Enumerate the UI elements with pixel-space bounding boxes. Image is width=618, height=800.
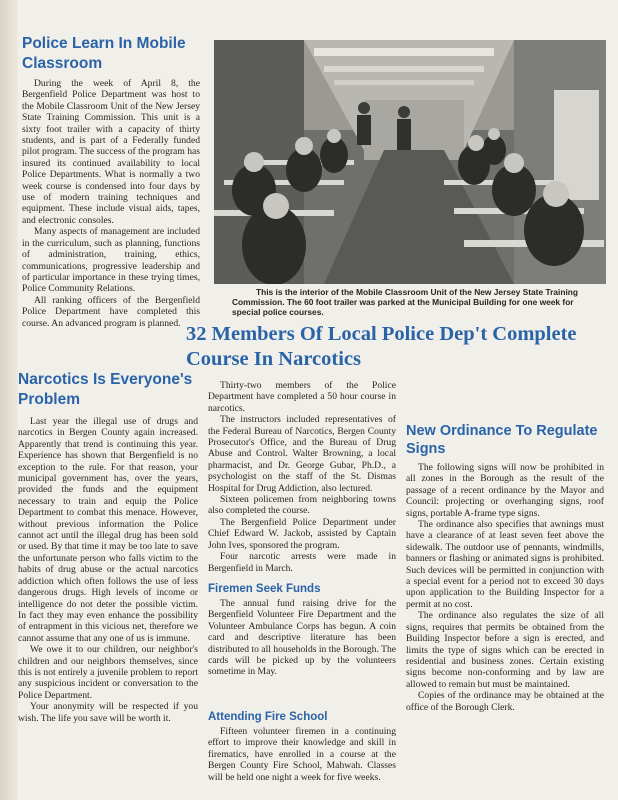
- paper-edge-shadow: [0, 0, 18, 800]
- paragraph: We owe it to our children, our neighbor's children and our neighbors themselves, since this is not entirely a juvenile problem to report any suspicious incident or conversation to the Police Department.: [18, 644, 198, 701]
- paragraph: Copies of the ordinance may be obtained at the office of the Borough Clerk.: [406, 690, 604, 713]
- paragraph: Many aspects of management are included in the curriculum, such as planning, functions of administration, training, ethics, communications, progressive leadership and of particular importance in these trying times, Police Community Relations.: [22, 226, 200, 295]
- article-narcotics-course-body: [208, 380, 396, 574]
- article-sign-ordinance-body: [406, 462, 604, 713]
- headline-fire-school: Attending Fire School: [208, 711, 328, 723]
- headline-narcotics-course: 32 Members Of Local Police Dep't Complete Course In Narcotics: [186, 323, 577, 370]
- article-fire-school-body: [208, 726, 396, 784]
- headline-mobile-classroom: Police Learn In Mobile Classroom: [22, 35, 186, 72]
- article-mobile-classroom-body: [22, 78, 200, 329]
- paragraph: During the week of April 8, the Bergenfield Police Department was host to the Mobile Classroom Unit of the New Jersey State Training Commission. This unit is a sixty foot trailer with a capacity of thirty students, and is part of a Federally funded pilot program. The success of the program has insured its continued availability to local Police Departments. What is normally a two week course is condensed into four days by use of modern training techniques and equipment. These include visual aids, tapes, and electronic consoles.: [22, 78, 200, 226]
- classroom-photo-image: [214, 40, 606, 284]
- article-firemen-funds-body: [208, 598, 396, 678]
- paragraph: The instructors included representatives of the Federal Bureau of Narcotics, Bergen County Prosecutor's Office, and the Bureau of Drug Abuse and Control. Walter Browning, a local pharmacist, and Dr. George Gubar, Ph.D., a psychologist on the staff of the St. Dismas Hospital for Drug Addiction, also lectured.: [208, 414, 396, 494]
- paragraph: The Bergenfield Police Department under Chief Edward W. Jackob, assisted by Captain John Ives, sponsored the program.: [208, 516, 396, 551]
- paragraph: The following signs will now be prohibited in all zones in the Borough as the result of the passage of a recent ordinance by the Mayor and Council: projecting or overhanging signs, roof signs, portable A-frame type signs.: [406, 462, 604, 519]
- classroom-photo: [214, 40, 606, 284]
- paragraph: All ranking officers of the Bergenfield Police Department have completed this course. An advanced program is planned.: [22, 294, 200, 329]
- photo-caption: This is the interior of the Mobile Classroom Unit of the New Jersey State Training Commission. The 60 foot trailer was parked at the Municipal Building for one week for special police courses.: [232, 287, 579, 317]
- paragraph: Thirty-two members of the Police Department have completed a 50 hour course in narcotics.: [208, 380, 396, 414]
- paragraph: Your anonymity will be respected if you wish. The life you save will be worth it.: [18, 701, 198, 724]
- paragraph: The ordinance also specifies that awnings must have a clearance of at least seven feet above the sidewalk. The outdoor use of pennants, windmills, banners or flashing or animated signs is prohibited. Such devices will be permitted in conjunction with a special event for a period not to exceed 30 days upon application to the Building Inspector for a permit at no cost.: [406, 519, 604, 610]
- paragraph: Fifteen volunteer firemen in a continuing effort to improve their knowledge and skill in firematics, have enrolled in a course at the Bergen County Fire School, Mahwah. Classes will be held one night a week for five weeks.: [208, 726, 396, 783]
- headline-narcotics-problem: Narcotics Is Everyone's Problem: [18, 371, 193, 408]
- headline-sign-ordinance: New Ordinance To Regulate Signs: [406, 423, 598, 457]
- paragraph: The annual fund raising drive for the Bergenfield Volunteer Fire Department and the Volunteer Ambulance Corps has begun. A coin card and descriptive literature has been distributed to all households in the Borough. The cards will be picked up by the volunteers sometime in May.: [208, 598, 396, 678]
- headline-firemen-funds: Firemen Seek Funds: [208, 583, 321, 595]
- paragraph: The ordinance also regulates the size of all signs, requires that permits be obtained from the Building Inspector before a sign is erected, and limits the type of signs which can be erected in residential and business zones. Certain existing signs become non-conforming and by law are allowed to remain but must be maintained.: [406, 610, 604, 690]
- paragraph: Four narcotic arrests were made in Bergenfield in March.: [208, 551, 396, 574]
- paragraph: Last year the illegal use of drugs and narcotics in Bergen County again increased. Apparently that trend is continuing this year. Experience has shown that Bergenfield is no exception to the rule. For that reason, your municipal government has, over the years, provided the funds and the equipment necessary to train and equip the Police Department to combat this menace. However, without previous information the Police cannot act until the illegal drug has been sold or used. By that time it may be too late to save the unfortunate person who falls victim to the habits of drug abuse or the actual narcotics addiction which often follows the use of less dangerous drugs. High levels of income or intelligence do not deter the possible victim. In fact they may even enhance the possibility of entrapment in this vicious net, therefore we cannot assume that any one of us is immune.: [18, 416, 198, 644]
- paragraph: Sixteen policemen from neighboring towns also completed the course.: [208, 494, 396, 517]
- article-narcotics-problem-body: [18, 416, 198, 724]
